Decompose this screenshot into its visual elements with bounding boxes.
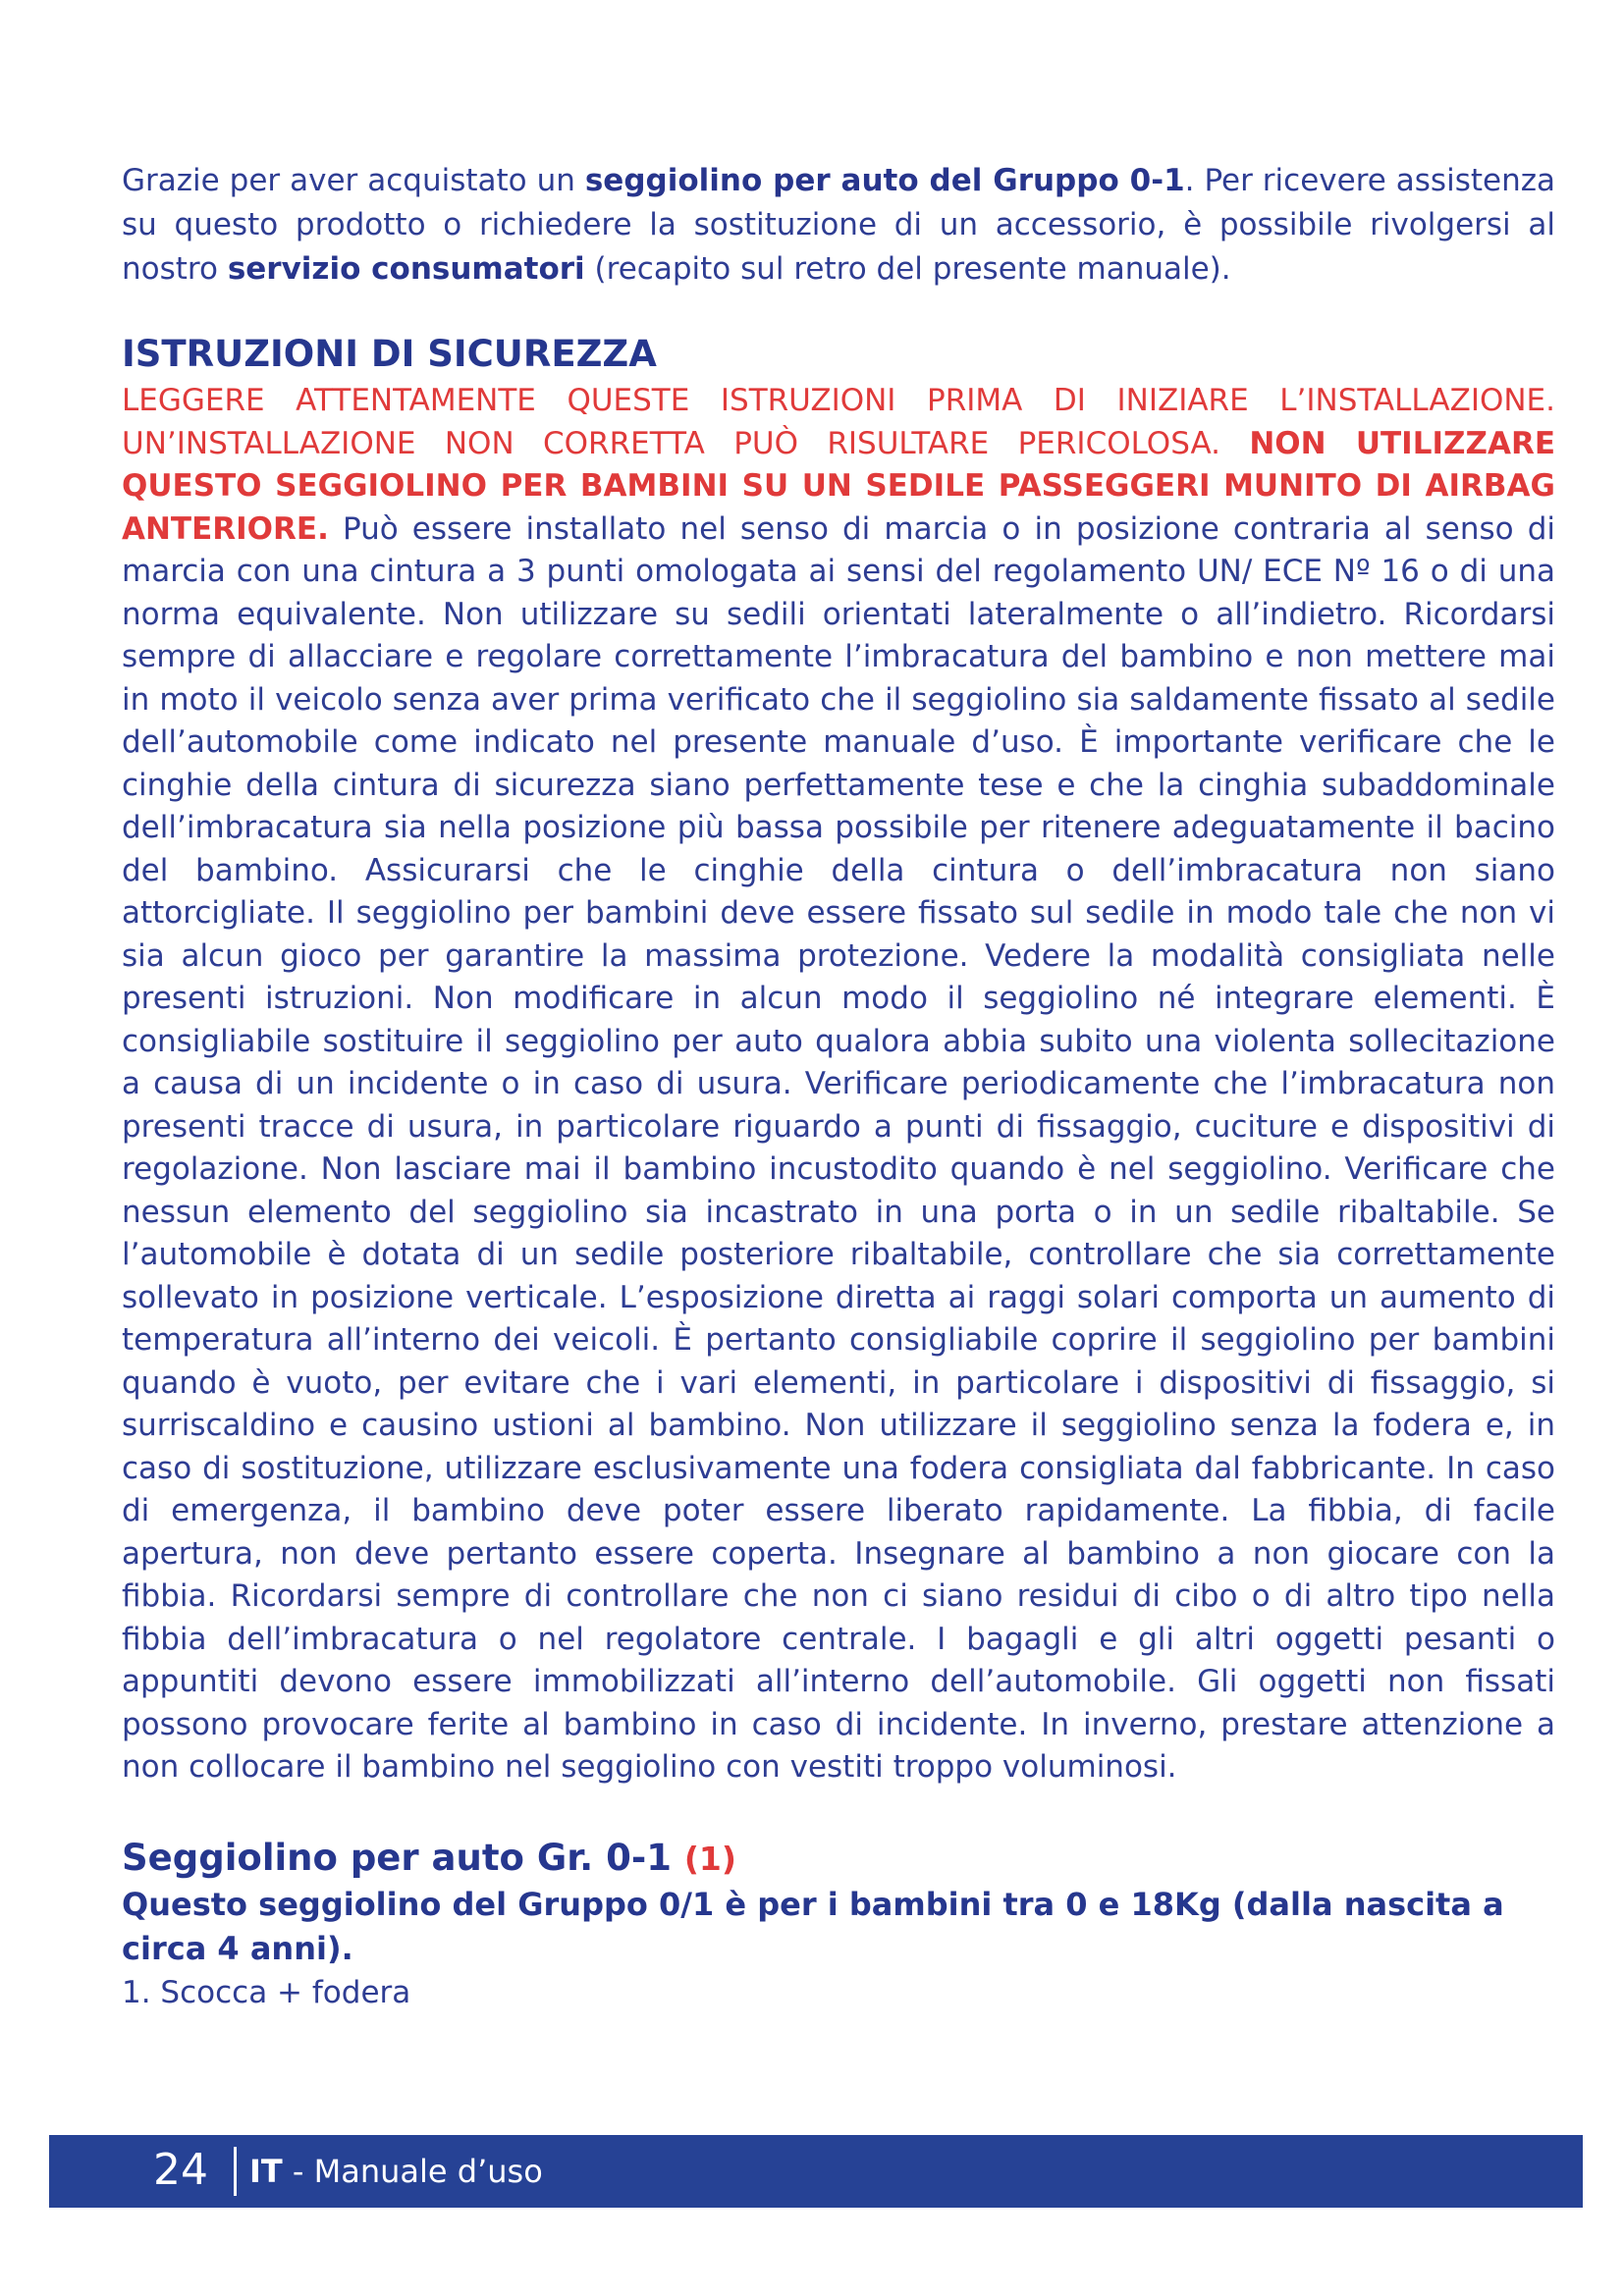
product-heading bbox=[122, 1835, 1555, 1883]
intro-text-2: . Per ricevere assistenza su questo prodotto o richiedere la sostituzione di un accessorio, è possibile rivolgersi al nostro bbox=[122, 163, 1555, 287]
intro-paragraph bbox=[122, 159, 1555, 292]
intro-text-3: (recapito sul retro del presente manuale). bbox=[584, 251, 1231, 287]
page-number: 24 bbox=[153, 2145, 208, 2195]
intro-text-1: Grazie per aver acquistato un bbox=[122, 163, 585, 198]
intro-consumer-service: servizio consumatori bbox=[227, 251, 585, 287]
page-content bbox=[122, 159, 1555, 2014]
parts-list-item: 1. Scocca + fodera bbox=[122, 1974, 411, 2010]
product-age-range: Questo seggiolino del Gruppo 0/1 è per i bambini tra 0 e 18Kg (dalla nascita a circa 4 anni). bbox=[122, 1885, 1504, 1967]
language-code: IT bbox=[249, 2153, 283, 2190]
product-figure-ref: (1) bbox=[683, 1839, 736, 1878]
footer-divider bbox=[234, 2147, 237, 2196]
safety-warning: LEGGERE ATTENTAMENTE QUESTE ISTRUZIONI PRIMA DI INIZIARE L’INSTALLAZIONE. UN’INSTALLAZIONE NON CORRETTA PUÒ RISULTARE PERICOLOSA. bbox=[122, 383, 1555, 461]
safety-paragraph bbox=[122, 380, 1555, 1789]
manual-label: - Manuale d’uso bbox=[282, 2153, 543, 2190]
footer-label bbox=[249, 2147, 543, 2196]
product-title: Seggiolino per auto Gr. 0-1 bbox=[122, 1836, 672, 1879]
safety-body-text: Può essere installato nel senso di marcia o in posizione contraria al senso di marcia con una cintura a 3 punti omologata ai sensi del regolamento UN/ ECE Nº 16 o di una norma equivalente. Non utilizzare su sedili orientati lateralmente o all’indietro. Ricordarsi sempre di allacciare e regolare correttamente l’imbracatura del bambino e non mettere mai in moto il veicolo senza aver prima verificato che il seggiolino sia saldamente fissato al sedile dell’automobile come indicato nel presente manuale d’uso. È importante verificare che le cinghie della cintura di sicurezza siano perfettamente tese e che la cinghia subaddominale dell’imbracatura sia nella posizione più bassa possibile per ritenere adeguatamente il bacino del bambino. Assicurarsi che le cinghie della cintura o dell’imbracatura non siano attorcigliate. Il seggiolino per bambini deve essere fissato sul sedile in modo tale che non vi sia alcun gioco per garantire la massima protezione. Vedere la modalità consigliata nelle presenti istruzioni. Non modificare in alcun modo il seggiolino né integrare elementi. È consigliabile sostituire il seggiolino per auto qualora abbia subito una violenta sollecitazione a causa di un incidente o in caso di usura. Verificare periodicamente che l’imbracatura non presenti tracce di usura, in particolare riguardo a punti di fissaggio, cuciture e dispositivi di regolazione. Non lasciare mai il bambino incustodito quando è nel seggiolino. Verificare che nessun elemento del seggiolino sia incastrato in una porta o in un sedile ribaltabile. Se l’automobile è dotata di un sedile posteriore ribaltabile, controllare che sia correttamente sollevato in posizione verticale. L’esposizione diretta ai raggi solari comporta un aumento di temperatura all’interno dei veicoli. È pertanto consigliabile coprire il seggiolino per bambini quando è vuoto, per evitare che i vari elementi, in particolare i dispositivi di fissaggio, si surriscaldino e causino ustioni al bambino. Non utilizzare il seggiolino senza la fodera e, in caso di sostituzione, utilizzare esclusivamente una fodera consigliata dal fabbricante. In caso di emergenza, il bambino deve poter essere liberato rapidamente. La fibbia, di facile apertura, non deve pertanto essere coperta. Insegnare al bambino a non giocare con la fibbia. Ricordarsi sempre di controllare che non ci siano residui di cibo o di altro tipo nella fibbia dell’imbracatura o nel regolatore centrale. I bagagli e gli altri oggetti pesanti o appuntiti devono essere immobilizzati all’interno dell’automobile. Gli oggetti non fissati possono provocare ferite al bambino in caso di incidente. In inverno, prestare attenzione a non collocare il bambino nel seggiolino con vestiti troppo voluminosi. bbox=[122, 510, 1555, 1785]
footer-bar bbox=[49, 2135, 1583, 2208]
airbag-warning: NON UTILIZZARE QUESTO SEGGIOLINO PER BAMBINI SU UN SEDILE PASSEGGERI MUNITO DI AIRBAG ANTERIORE. bbox=[122, 425, 1556, 547]
intro-product-name: seggiolino per auto del Gruppo 0-1 bbox=[584, 163, 1185, 198]
safety-heading: ISTRUZIONI DI SICUREZZA bbox=[122, 333, 657, 375]
